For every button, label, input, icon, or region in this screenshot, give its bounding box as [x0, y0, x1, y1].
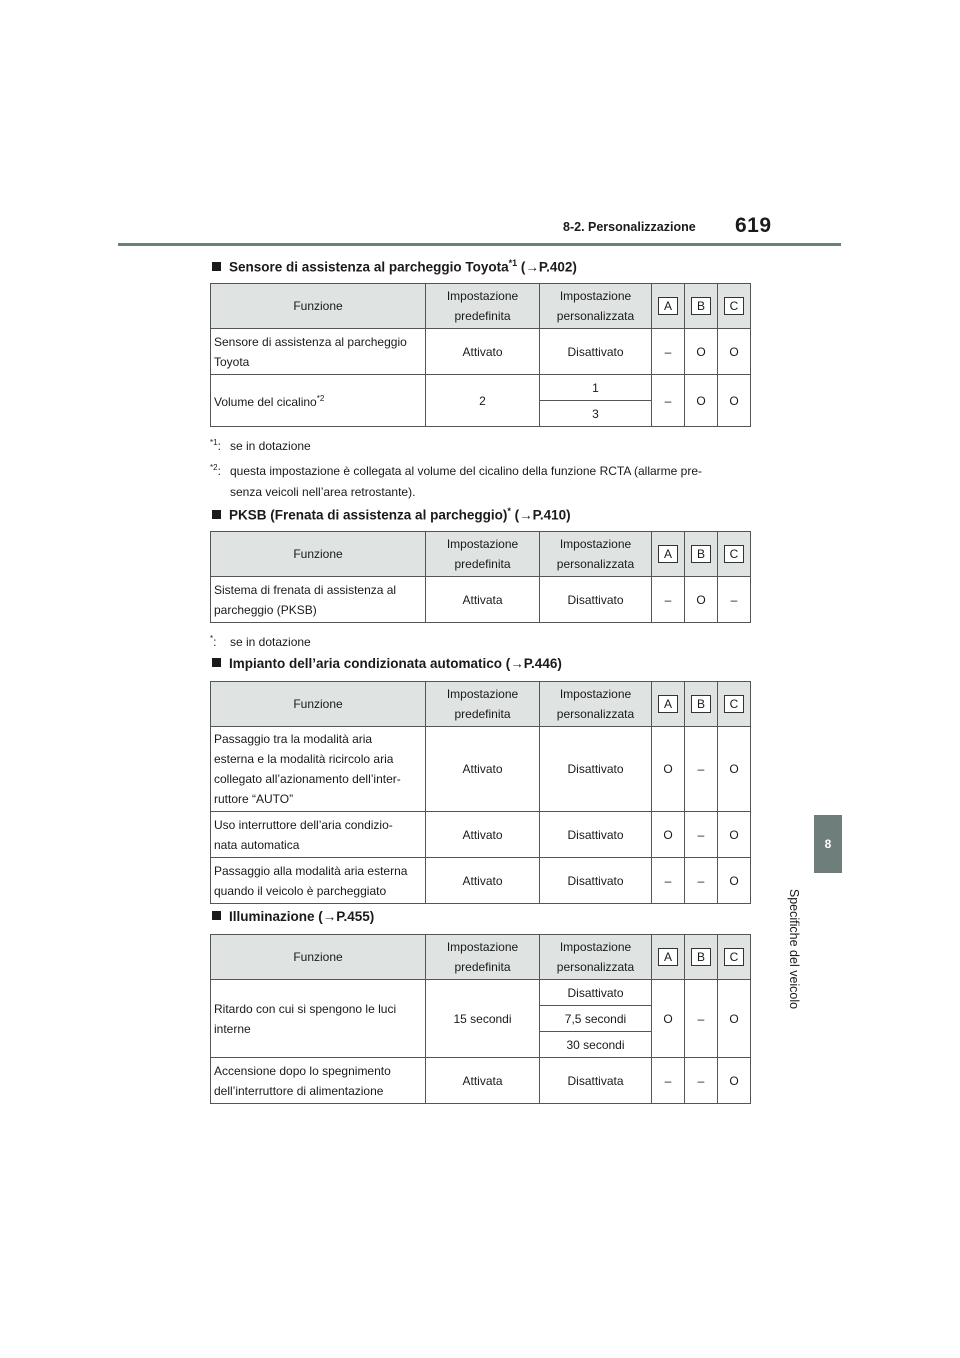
col-b — [685, 532, 718, 577]
b-cell: – — [685, 1058, 718, 1104]
table-header-row — [211, 532, 751, 577]
table-row — [211, 980, 751, 1006]
col-a-box-icon: A — [658, 297, 678, 315]
footnote-continuation: senza veicoli nell’area retrostante). — [230, 485, 416, 499]
col-b — [685, 935, 718, 980]
page-reference: (→P.402) — [517, 259, 577, 275]
default-cell: Attivato — [426, 858, 540, 904]
default-cell: Attivato — [426, 727, 540, 812]
col-b-box-icon: B — [691, 695, 711, 713]
c-cell: O — [718, 1058, 751, 1104]
section-title-air-conditioning — [212, 656, 562, 671]
col-c — [718, 284, 751, 329]
chapter-label — [780, 883, 808, 1015]
b-cell: O — [685, 329, 718, 375]
function-cell: Ritardo con cui si spengono le luci interne — [211, 980, 426, 1058]
section-title-parking-sensor — [212, 258, 577, 275]
custom-cell: Disattivato — [540, 858, 652, 904]
footnotes-pksb — [210, 628, 750, 653]
table-air-conditioning — [210, 681, 751, 904]
col-b — [685, 284, 718, 329]
col-b-box-icon: B — [691, 297, 711, 315]
b-cell: O — [685, 375, 718, 427]
c-cell: O — [718, 375, 751, 427]
custom-cell: Disattivato — [540, 577, 652, 623]
table-header-row — [211, 284, 751, 329]
function-cell: Sistema di frenata di assistenza al parcheggio (PKSB) — [211, 577, 426, 623]
b-cell: – — [685, 727, 718, 812]
col-c-box-icon: C — [724, 545, 744, 563]
function-cell: Volume del cicalino$^{*2}$ — [211, 375, 426, 427]
col-a — [652, 284, 685, 329]
col-c-box-icon: C — [724, 948, 744, 966]
col-custom: Impostazione personalizzata — [540, 532, 652, 577]
col-c-box-icon: C — [724, 695, 744, 713]
a-cell: – — [652, 577, 685, 623]
col-function: Funzione — [211, 682, 426, 727]
section-title-pksb — [212, 506, 571, 523]
col-default: Impostazione predefinita — [426, 532, 540, 577]
table-row — [211, 727, 751, 812]
page-reference: (→P.446) — [502, 656, 562, 671]
footnote: $^{*1}$: se in dotazione — [210, 438, 311, 453]
function-cell: Passaggio tra la modalità aria esterna e la modalità ricircolo aria collegato all’azionamento dell’inter- ruttore “AUTO” — [211, 727, 426, 812]
c-cell: O — [718, 980, 751, 1058]
table-row — [211, 1058, 751, 1104]
default-cell: Attivato — [426, 329, 540, 375]
bullet-square-icon — [212, 658, 221, 667]
col-function: Funzione — [211, 284, 426, 329]
col-b-box-icon: B — [691, 545, 711, 563]
table-row — [211, 812, 751, 858]
col-a-box-icon: A — [658, 948, 678, 966]
col-b — [685, 682, 718, 727]
col-a — [652, 935, 685, 980]
chapter-label-text: Specifiche del veicolo — [787, 888, 801, 1010]
custom-cell: Disattivato — [540, 727, 652, 812]
b-cell: O — [685, 577, 718, 623]
col-a-box-icon: A — [658, 545, 678, 563]
header-rule — [118, 243, 841, 246]
a-cell: O — [652, 812, 685, 858]
function-cell: Uso interruttore dell’aria condizio- nata automatica — [211, 812, 426, 858]
table-lighting — [210, 934, 751, 1104]
col-c — [718, 532, 751, 577]
bullet-square-icon — [212, 510, 221, 519]
custom-cell: 3 — [540, 401, 652, 427]
function-cell: Passaggio alla modalità aria esterna quando il veicolo è parcheggiato — [211, 858, 426, 904]
col-custom: Impostazione personalizzata — [540, 935, 652, 980]
a-cell: O — [652, 727, 685, 812]
custom-cell: Disattivato — [540, 812, 652, 858]
table-row — [211, 329, 751, 375]
default-cell: Attivato — [426, 812, 540, 858]
default-cell: 2 — [426, 375, 540, 427]
table-row — [211, 577, 751, 623]
section-reference: 8-2. Personalizzazione — [563, 220, 696, 234]
b-cell: – — [685, 812, 718, 858]
table-pksb — [210, 531, 751, 623]
b-cell: – — [685, 858, 718, 904]
a-cell: – — [652, 329, 685, 375]
c-cell: O — [718, 812, 751, 858]
custom-cell: Disattivato — [540, 980, 652, 1006]
a-cell: – — [652, 858, 685, 904]
custom-cell: 1 — [540, 375, 652, 401]
col-c — [718, 682, 751, 727]
a-cell: – — [652, 1058, 685, 1104]
c-cell: – — [718, 577, 751, 623]
col-a — [652, 532, 685, 577]
section-title-text: PKSB (Frenata di assistenza al parcheggio) — [229, 507, 508, 523]
col-custom: Impostazione personalizzata — [540, 284, 652, 329]
col-b-box-icon: B — [691, 948, 711, 966]
bullet-square-icon — [212, 911, 221, 920]
footnote: *: se in dotazione — [210, 634, 311, 649]
c-cell: O — [718, 727, 751, 812]
c-cell: O — [718, 329, 751, 375]
table-row — [211, 375, 751, 401]
page-reference: (→P.410) — [510, 507, 571, 523]
col-c-box-icon: C — [724, 297, 744, 315]
custom-cell: 7,5 secondi — [540, 1006, 652, 1032]
col-default: Impostazione predefinita — [426, 682, 540, 727]
a-cell: O — [652, 980, 685, 1058]
col-function: Funzione — [211, 532, 426, 577]
footnote-mark: * — [507, 506, 511, 516]
default-cell: Attivata — [426, 577, 540, 623]
function-cell: Sensore di assistenza al parcheggio Toyota — [211, 329, 426, 375]
col-default: Impostazione predefinita — [426, 935, 540, 980]
table-parking-sensor — [210, 283, 751, 427]
table-row — [211, 858, 751, 904]
col-function: Funzione — [211, 935, 426, 980]
col-c — [718, 935, 751, 980]
section-title-text: Impianto dell’aria condizionata automatico — [229, 656, 503, 671]
col-a — [652, 682, 685, 727]
col-a-box-icon: A — [658, 695, 678, 713]
col-default: Impostazione predefinita — [426, 284, 540, 329]
section-title-lighting — [212, 909, 374, 924]
col-custom: Impostazione personalizzata — [540, 682, 652, 727]
function-cell: Accensione dopo lo spegnimento dell’interruttore di alimentazione — [211, 1058, 426, 1104]
default-cell: Attivata — [426, 1058, 540, 1104]
b-cell: – — [685, 980, 718, 1058]
table-header-row — [211, 682, 751, 727]
chapter-tab: 8 — [814, 815, 842, 873]
c-cell: O — [718, 858, 751, 904]
custom-cell: Disattivato — [540, 329, 652, 375]
table-header-row — [211, 935, 751, 980]
default-cell: 15 secondi — [426, 980, 540, 1058]
custom-cell: 30 secondi — [540, 1032, 652, 1058]
footnote: $^{*2}$: questa impostazione è collegata al volume del cicalino della funzione RCTA (allarme pre- — [210, 463, 703, 478]
section-title-text: Illuminazione — [229, 909, 315, 924]
custom-cell: Disattivata — [540, 1058, 652, 1104]
section-title-text: Sensore di assistenza al parcheggio Toyota — [229, 259, 509, 275]
page-reference: (→P.455) — [314, 909, 375, 924]
page-number: 619 — [735, 214, 772, 237]
footnote-mark: *1 — [508, 258, 518, 268]
footnotes-parking-sensor — [210, 432, 750, 503]
bullet-square-icon — [212, 262, 221, 271]
a-cell: – — [652, 375, 685, 427]
